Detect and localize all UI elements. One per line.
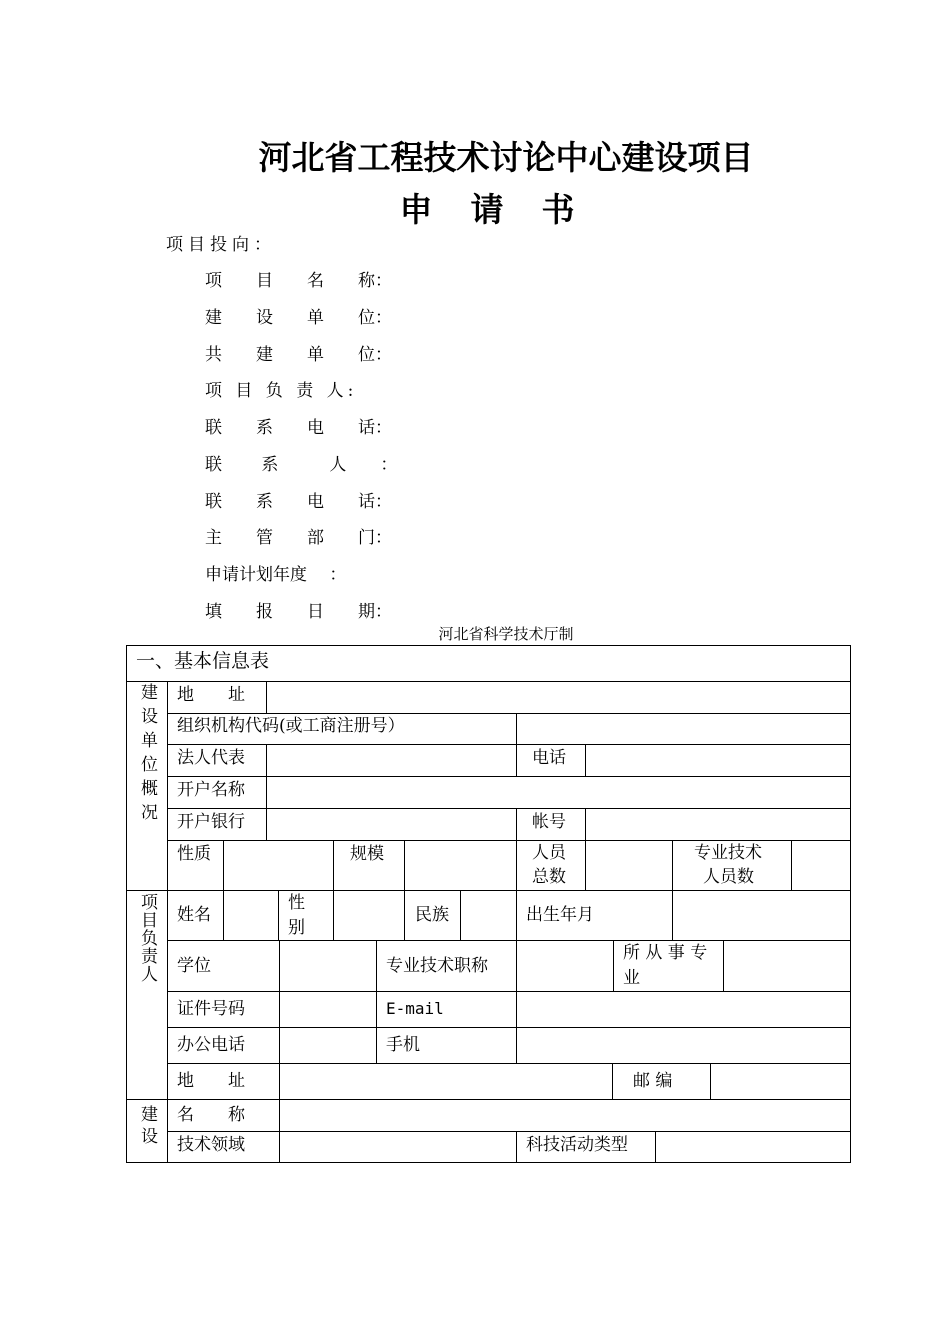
unit-address-input[interactable] [267, 682, 850, 713]
account-name-input[interactable] [267, 777, 850, 808]
org-code-input[interactable] [517, 714, 850, 744]
email-label: E-mail [386, 999, 444, 1018]
id-no-input[interactable] [280, 992, 376, 1027]
field-project-leader: 项 目 负 责 人: [205, 381, 358, 401]
issuer-line: 河北省科学技术厅制 [438, 625, 574, 643]
field-contact-person: 联 系 人 ： [205, 455, 398, 475]
field-supervisor: 主 管 部 门： [205, 528, 392, 548]
field-phone: 联 系 电 话： [205, 418, 392, 438]
leader-group-label: 项目负责人 [137, 893, 157, 983]
activity-type-input[interactable] [656, 1132, 850, 1162]
account-no-input[interactable] [586, 809, 850, 840]
bank-label: 开户银行 [177, 812, 245, 832]
section-title: 一、基本信息表 [136, 650, 270, 672]
degree-label: 学位 [177, 956, 211, 976]
document-title: 河北省工程技术讨论中心建设项目 [258, 138, 754, 177]
build-name-input[interactable] [280, 1100, 850, 1131]
field-plan-year: 申请计划年度 ： [205, 565, 347, 585]
org-code-label: 组织机构代码(或工商注册号） [177, 716, 405, 736]
field-construction-unit: 建 设 单 位： [205, 308, 392, 328]
build-name-label: 名 称 [177, 1105, 245, 1125]
staff-total-input[interactable] [586, 841, 672, 890]
ethnicity-input[interactable] [461, 891, 516, 940]
scale-input[interactable] [405, 841, 516, 890]
account-no-label: 帐号 [532, 812, 566, 832]
tech-staff-label-2: 人员数 [703, 867, 754, 887]
nature-label: 性质 [177, 844, 211, 864]
tech-staff-label-1: 专业技术 [694, 843, 762, 863]
unit-group-label: 建设单位概况 [137, 683, 157, 827]
id-no-label: 证件号码 [177, 999, 245, 1019]
mobile-input[interactable] [517, 1028, 850, 1063]
staff-total-label-1: 人员 [532, 843, 566, 863]
unit-address-label: 地 址 [177, 685, 245, 705]
gender-label-1: 性 [288, 893, 305, 913]
build-group-label: 建设 [137, 1105, 157, 1149]
gender-input[interactable] [334, 891, 404, 940]
tech-field-input[interactable] [280, 1132, 516, 1162]
ethnicity-label: 民族 [415, 905, 449, 925]
mobile-label: 手机 [386, 1035, 420, 1055]
postcode-input[interactable] [711, 1064, 850, 1099]
field-co-construction-unit: 共 建 单 位： [205, 345, 392, 365]
leader-address-input[interactable] [280, 1064, 612, 1099]
field-project-name: 项 目 名 称： [205, 271, 392, 291]
title-label: 专业技术职称 [386, 956, 488, 976]
email-input[interactable] [517, 992, 850, 1027]
office-phone-input[interactable] [280, 1028, 376, 1063]
unit-phone-input[interactable] [586, 745, 850, 776]
leader-name-label: 姓名 [177, 905, 211, 925]
birth-input[interactable] [673, 891, 850, 940]
unit-phone-label: 电话 [532, 748, 566, 768]
postcode-label: 邮 编 [633, 1071, 673, 1091]
office-phone-label: 办公电话 [177, 1035, 245, 1055]
birth-label: 出生年月 [526, 905, 594, 925]
field-fill-date: 填 报 日 期： [205, 602, 392, 622]
scale-label: 规模 [350, 844, 384, 864]
bank-input[interactable] [267, 809, 516, 840]
legal-rep-label: 法人代表 [177, 748, 245, 768]
basic-info-form [126, 645, 851, 1163]
degree-input[interactable] [280, 941, 376, 991]
account-name-label: 开户名称 [177, 780, 245, 800]
major-label-2: 业 [623, 968, 640, 988]
nature-input[interactable] [224, 841, 333, 890]
gender-label-2: 别 [288, 918, 305, 938]
legal-rep-input[interactable] [267, 745, 516, 776]
staff-total-label-2: 总数 [532, 867, 566, 887]
leader-address-label: 地 址 [177, 1071, 245, 1091]
title-input[interactable] [517, 941, 613, 991]
project-direction-label: 项目投向： [166, 235, 276, 255]
major-label-1: 所 从 事 专 [623, 943, 708, 963]
document-subtitle: 申请书 [399, 190, 613, 229]
activity-type-label: 科技活动类型 [526, 1135, 628, 1155]
tech-field-label: 技术领域 [177, 1135, 245, 1155]
leader-name-input[interactable] [224, 891, 278, 940]
major-input[interactable] [724, 941, 850, 991]
field-contact-phone: 联 系 电 话： [205, 492, 392, 512]
tech-staff-input[interactable] [792, 841, 850, 890]
